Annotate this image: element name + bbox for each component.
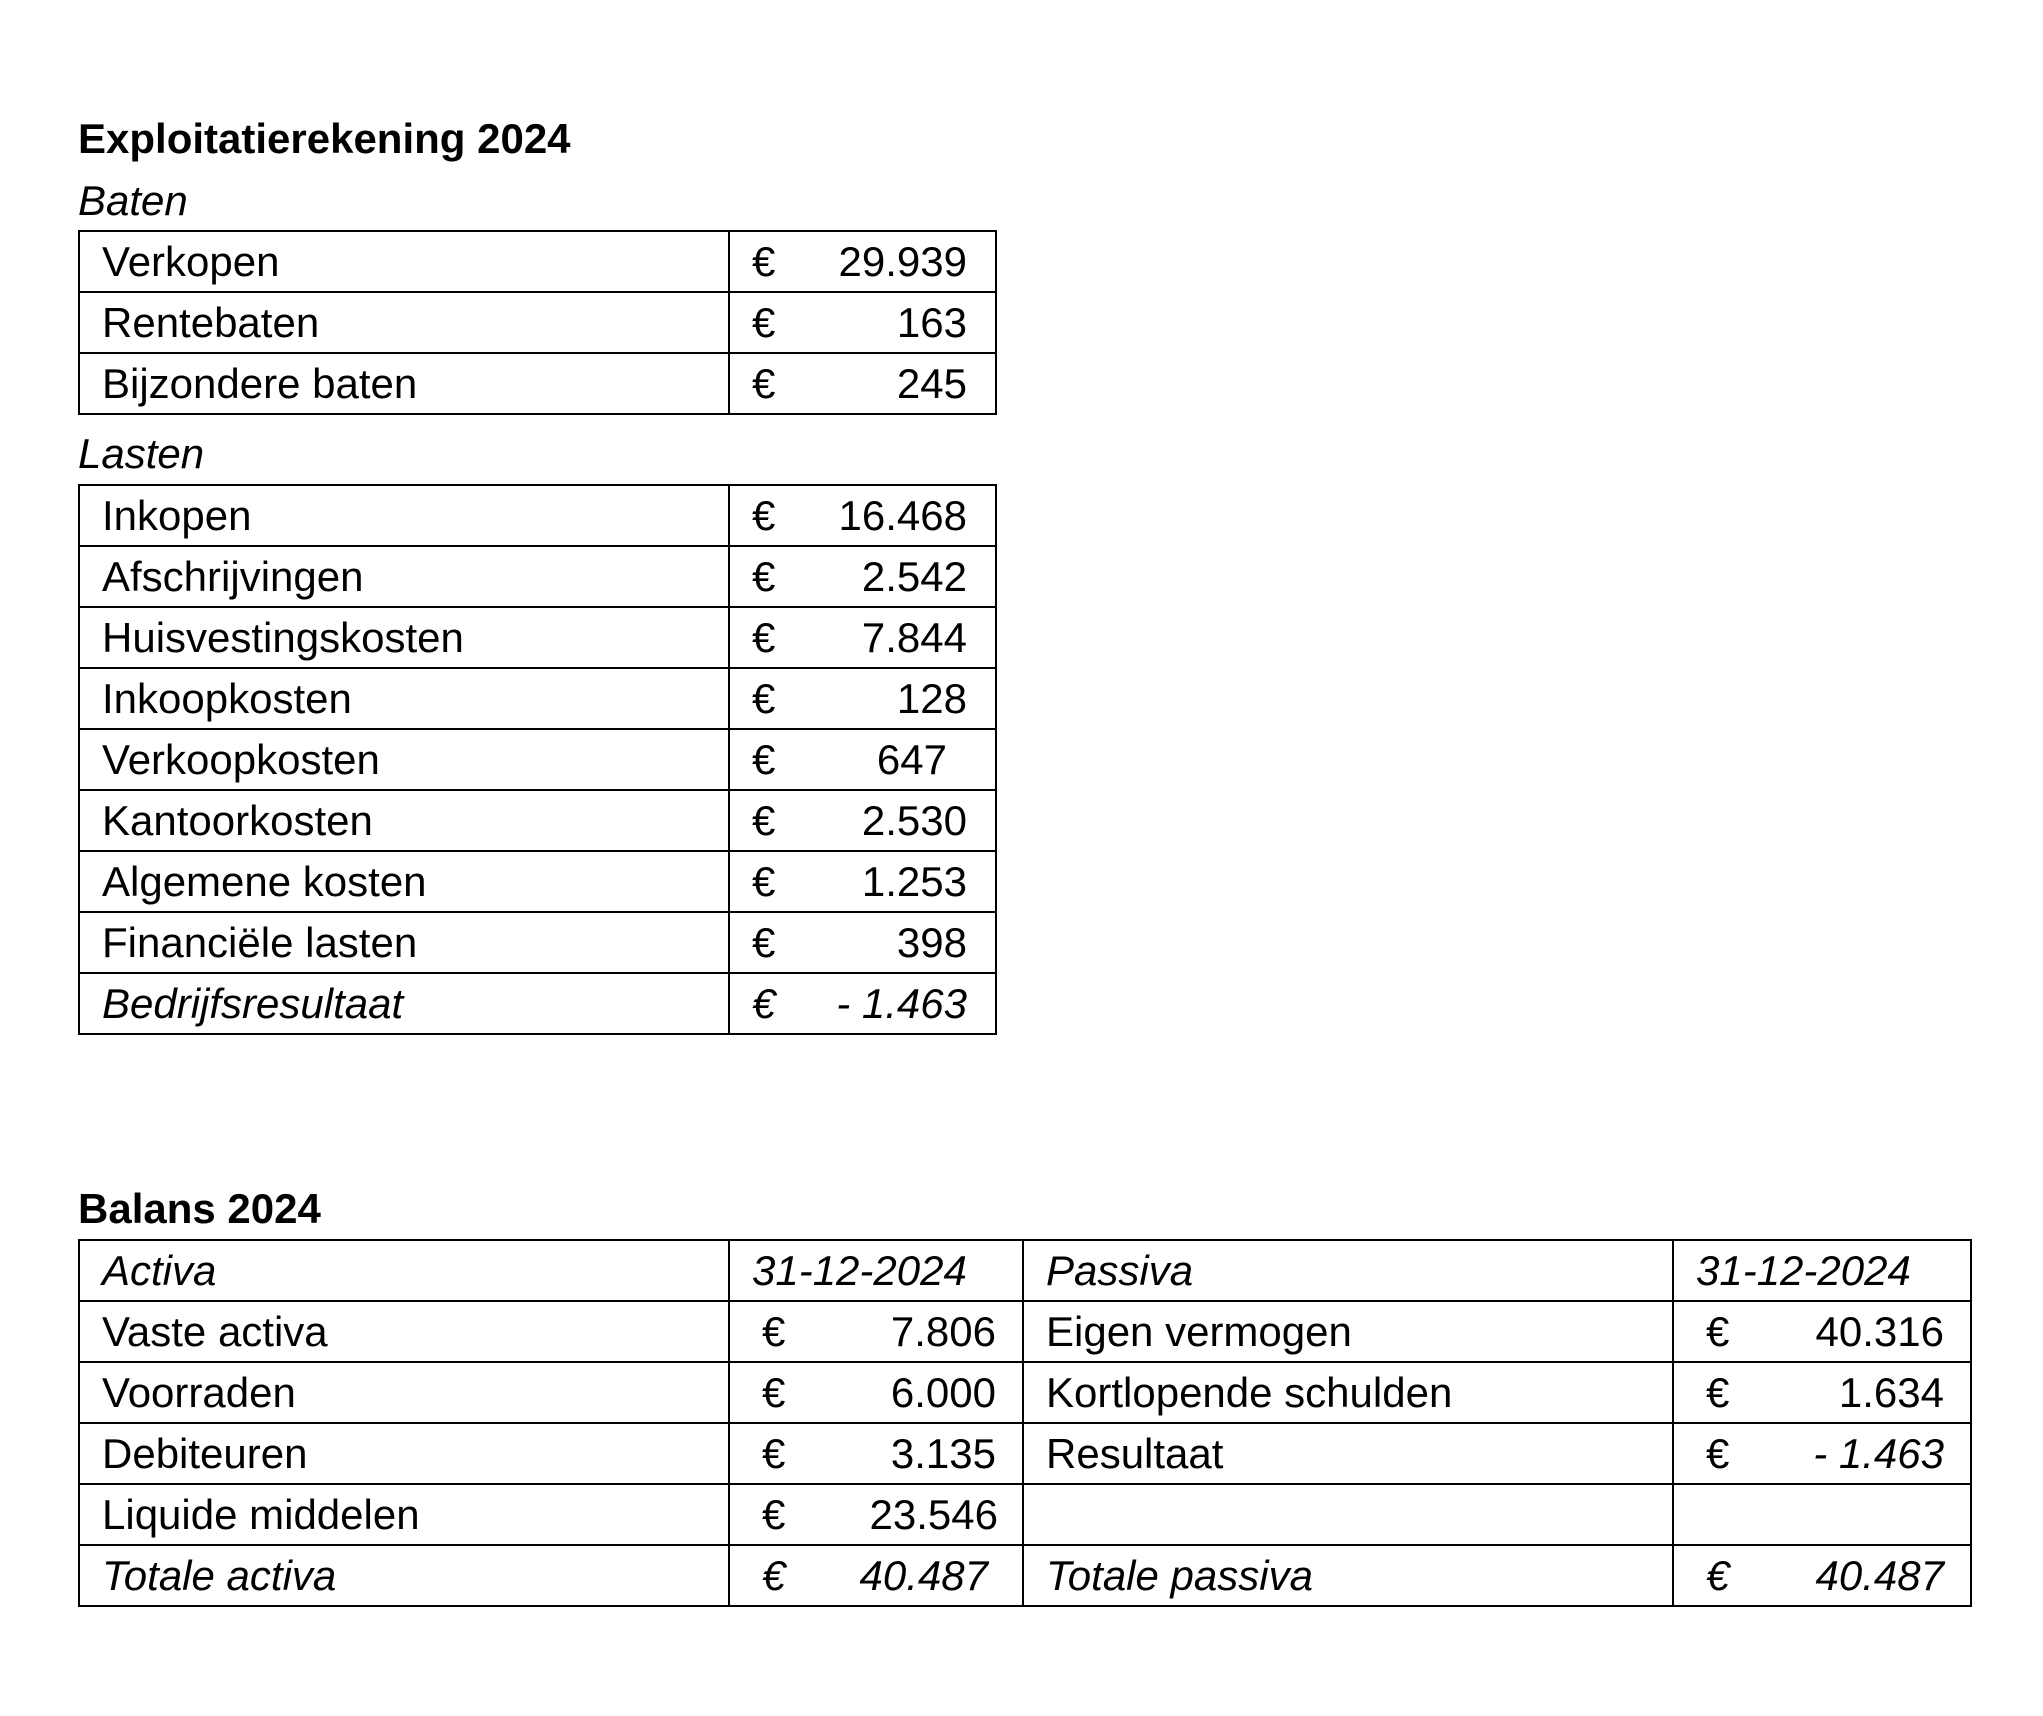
row-label: Bijzondere baten: [79, 353, 729, 414]
passiva-amount: [1673, 1484, 1971, 1545]
lasten-label: Lasten: [78, 430, 205, 477]
amount-value: 128: [896, 674, 967, 722]
row-amount: [729, 353, 996, 414]
row-label: Financiële lasten: [79, 912, 729, 973]
currency-symbol: €: [752, 298, 776, 346]
activa-amount: [729, 1484, 1023, 1545]
table-total-row: [79, 1545, 1971, 1606]
amount-value: 163: [896, 298, 967, 346]
table-row: [79, 1362, 1971, 1423]
activa-label: Liquide middelen: [79, 1484, 729, 1545]
row-amount: [729, 485, 996, 546]
activa-amount: [729, 1423, 1023, 1484]
amount-value: 40.487: [1815, 1551, 1944, 1599]
activa-total-amount: [729, 1545, 1023, 1606]
currency-symbol: €: [762, 1551, 786, 1599]
table-row: [79, 546, 996, 607]
row-label: Afschrijvingen: [79, 546, 729, 607]
table-row-result: [79, 973, 996, 1034]
table-row: [79, 729, 996, 790]
table-row: [79, 790, 996, 851]
passiva-label: Resultaat: [1023, 1423, 1673, 1484]
amount-value: 16.468: [838, 491, 967, 539]
activa-amount: [729, 1362, 1023, 1423]
amount-value: 1.634: [1838, 1368, 1944, 1416]
currency-symbol: €: [1706, 1551, 1730, 1599]
row-label: Bedrijfsresultaat: [79, 973, 729, 1034]
currency-symbol: €: [752, 735, 776, 783]
table-row: [79, 607, 996, 668]
passiva-header: Passiva: [1023, 1240, 1673, 1301]
currency-symbol: €: [1706, 1429, 1730, 1477]
table-row: [79, 851, 996, 912]
currency-symbol: €: [752, 359, 776, 407]
row-amount: [729, 973, 996, 1034]
amount-value: 647: [876, 735, 947, 783]
amount-value: 40.487: [859, 1551, 988, 1599]
currency-symbol: €: [762, 1490, 786, 1538]
currency-symbol: €: [752, 857, 776, 905]
amount-value: 23.546: [869, 1490, 998, 1538]
amount-value: 1.253: [861, 857, 967, 905]
table-row: [79, 668, 996, 729]
amount-value: 3.135: [890, 1429, 996, 1477]
amount-value: 7.806: [890, 1307, 996, 1355]
row-label: Kantoorkosten: [79, 790, 729, 851]
amount-value: 29.939: [838, 237, 967, 285]
row-amount: [729, 546, 996, 607]
currency-symbol: €: [752, 918, 776, 966]
currency-symbol: €: [762, 1307, 786, 1355]
passiva-label: [1023, 1484, 1673, 1545]
activa-amount: [729, 1301, 1023, 1362]
row-label: Inkoopkosten: [79, 668, 729, 729]
row-label: Huisvestingskosten: [79, 607, 729, 668]
amount-value: - 1.463: [1813, 1429, 1944, 1477]
table-row: [79, 292, 996, 353]
balans-table: [78, 1239, 1972, 1607]
currency-symbol: €: [752, 237, 776, 285]
currency-symbol: €: [752, 552, 776, 600]
table-header-row: [79, 1240, 1971, 1301]
row-amount: [729, 790, 996, 851]
table-row: [79, 485, 996, 546]
activa-date-header: 31-12-2024: [729, 1240, 1023, 1301]
currency-symbol: €: [752, 674, 776, 722]
activa-header: Activa: [79, 1240, 729, 1301]
passiva-date-header: 31-12-2024: [1673, 1240, 1971, 1301]
passiva-amount: [1673, 1423, 1971, 1484]
amount-value: 398: [896, 918, 967, 966]
row-label: Verkopen: [79, 231, 729, 292]
currency-symbol: €: [752, 796, 776, 844]
currency-symbol: €: [1706, 1307, 1730, 1355]
activa-label: Voorraden: [79, 1362, 729, 1423]
currency-symbol: €: [1706, 1368, 1730, 1416]
currency-symbol: €: [752, 491, 776, 539]
baten-label: Baten: [78, 177, 188, 224]
exploitatie-title: Exploitatierekening 2024: [78, 115, 571, 162]
table-row: [79, 1301, 1971, 1362]
currency-symbol: €: [762, 1368, 786, 1416]
currency-symbol: €: [752, 979, 776, 1027]
row-amount: [729, 668, 996, 729]
activa-total-label: Totale activa: [79, 1545, 729, 1606]
row-amount: [729, 729, 996, 790]
passiva-total-label: Totale passiva: [1023, 1545, 1673, 1606]
row-label: Inkopen: [79, 485, 729, 546]
passiva-amount: [1673, 1301, 1971, 1362]
table-row: [79, 912, 996, 973]
row-amount: [729, 292, 996, 353]
passiva-amount: [1673, 1362, 1971, 1423]
activa-label: Vaste activa: [79, 1301, 729, 1362]
passiva-label: Kortlopende schulden: [1023, 1362, 1673, 1423]
balans-title: Balans 2024: [78, 1185, 321, 1232]
currency-symbol: €: [762, 1429, 786, 1477]
amount-value: 2.542: [861, 552, 967, 600]
lasten-table: [78, 484, 997, 1035]
amount-value: 40.316: [1815, 1307, 1944, 1355]
row-amount: [729, 912, 996, 973]
row-label: Verkoopkosten: [79, 729, 729, 790]
activa-label: Debiteuren: [79, 1423, 729, 1484]
amount-value: 7.844: [861, 613, 967, 661]
currency-symbol: €: [752, 613, 776, 661]
passiva-label: Eigen vermogen: [1023, 1301, 1673, 1362]
table-row: [79, 1484, 1971, 1545]
baten-table: [78, 230, 997, 415]
passiva-total-amount: [1673, 1545, 1971, 1606]
row-amount: [729, 851, 996, 912]
amount-value: 2.530: [861, 796, 967, 844]
row-label: Algemene kosten: [79, 851, 729, 912]
row-amount: [729, 231, 996, 292]
amount-value: 245: [896, 359, 967, 407]
row-amount: [729, 607, 996, 668]
amount-value: - 1.463: [836, 979, 967, 1027]
table-row: [79, 1423, 1971, 1484]
row-label: Rentebaten: [79, 292, 729, 353]
amount-value: 6.000: [890, 1368, 996, 1416]
table-row: [79, 353, 996, 414]
table-row: [79, 231, 996, 292]
